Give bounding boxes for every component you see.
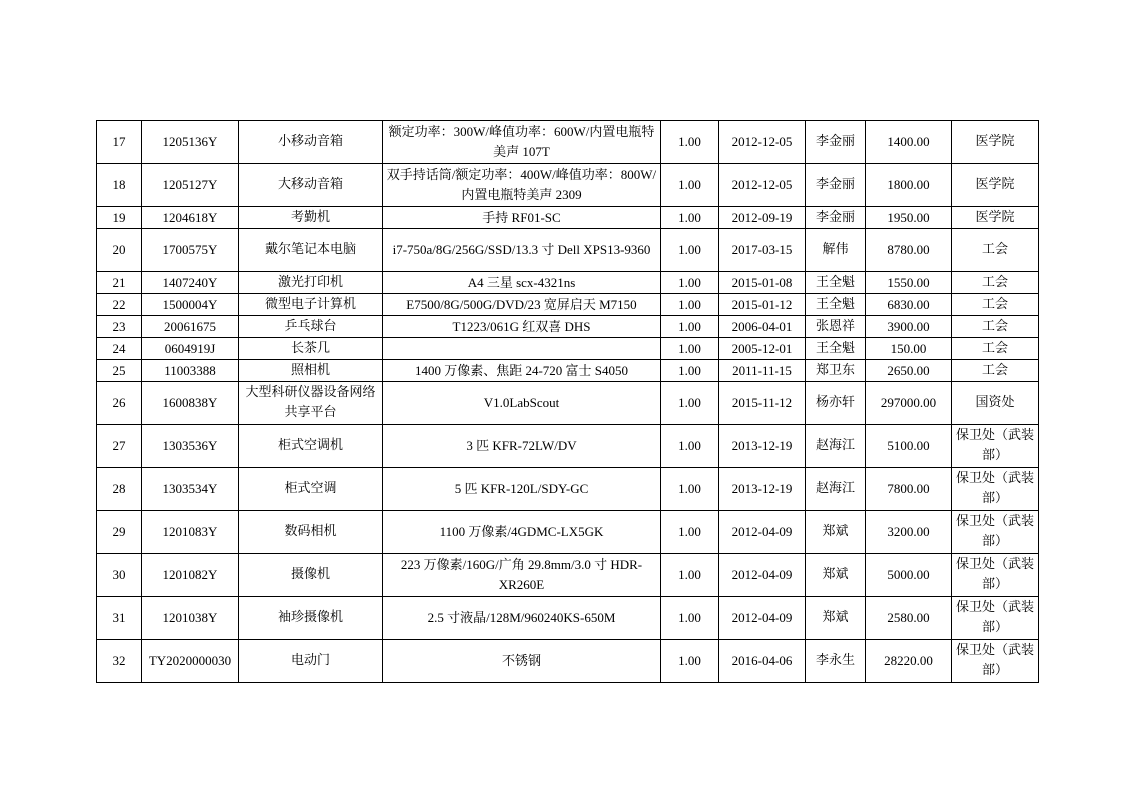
row-number-cell: 17 [97,121,142,164]
asset-spec-cell: 223 万像素/160G/广角 29.8mm/3.0 寸 HDR-XR260E [383,554,661,597]
purchase-date-cell: 2015-01-12 [719,294,806,316]
asset-spec-cell [383,338,661,360]
asset-spec-cell: E7500/8G/500G/DVD/23 宽屏启天 M7150 [383,294,661,316]
department-cell: 工会 [952,360,1039,382]
purchase-date-cell: 2012-09-19 [719,207,806,229]
asset-name-cell: 长茶几 [239,338,383,360]
department-cell: 保卫处（武装部） [952,511,1039,554]
row-number-cell: 30 [97,554,142,597]
custodian-cell: 郑斌 [806,554,866,597]
table-row [97,164,1039,207]
row-number-cell: 29 [97,511,142,554]
row-number-cell: 28 [97,468,142,511]
asset-code-cell: 1201083Y [142,511,239,554]
asset-spec-cell: 双手持话筒/额定功率：400W/峰值功率：800W/内置电瓶特美声 2309 [383,164,661,207]
row-number-cell: 19 [97,207,142,229]
asset-code-cell: 1700575Y [142,229,239,272]
table-row [97,511,1039,554]
custodian-cell: 解伟 [806,229,866,272]
department-cell: 医学院 [952,121,1039,164]
asset-price-cell: 7800.00 [866,468,952,511]
table-row [97,554,1039,597]
asset-spec-cell: i7-750a/8G/256G/SSD/13.3 寸 Dell XPS13-9360 [383,229,661,272]
table-row [97,207,1039,229]
table-row [97,316,1039,338]
asset-name-cell: 戴尔笔记本电脑 [239,229,383,272]
department-cell: 工会 [952,229,1039,272]
row-number-cell: 24 [97,338,142,360]
asset-spec-cell: 2.5 寸液晶/128M/960240KS-650M [383,597,661,640]
asset-quantity-cell: 1.00 [661,511,719,554]
asset-code-cell: 11003388 [142,360,239,382]
row-number-cell: 31 [97,597,142,640]
purchase-date-cell: 2017-03-15 [719,229,806,272]
department-cell: 保卫处（武装部） [952,425,1039,468]
asset-quantity-cell: 1.00 [661,338,719,360]
asset-name-cell: 摄像机 [239,554,383,597]
custodian-cell: 杨亦轩 [806,382,866,425]
custodian-cell: 郑斌 [806,511,866,554]
custodian-cell: 李金丽 [806,164,866,207]
table-row [97,338,1039,360]
asset-code-cell: TY2020000030 [142,640,239,683]
row-number-cell: 26 [97,382,142,425]
asset-spec-cell: T1223/061G 红双喜 DHS [383,316,661,338]
row-number-cell: 20 [97,229,142,272]
custodian-cell: 赵海江 [806,425,866,468]
asset-code-cell: 1201038Y [142,597,239,640]
asset-price-cell: 2650.00 [866,360,952,382]
asset-code-cell: 1205127Y [142,164,239,207]
asset-name-cell: 乒乓球台 [239,316,383,338]
asset-code-cell: 1205136Y [142,121,239,164]
custodian-cell: 王全魁 [806,294,866,316]
asset-price-cell: 2580.00 [866,597,952,640]
asset-quantity-cell: 1.00 [661,425,719,468]
asset-price-cell: 150.00 [866,338,952,360]
asset-quantity-cell: 1.00 [661,294,719,316]
row-number-cell: 32 [97,640,142,683]
purchase-date-cell: 2013-12-19 [719,425,806,468]
custodian-cell: 李金丽 [806,207,866,229]
purchase-date-cell: 2015-01-08 [719,272,806,294]
asset-spec-cell: 3 匹 KFR-72LW/DV [383,425,661,468]
department-cell: 医学院 [952,164,1039,207]
asset-quantity-cell: 1.00 [661,468,719,511]
asset-spec-cell: 1100 万像素/4GDMC-LX5GK [383,511,661,554]
purchase-date-cell: 2012-04-09 [719,597,806,640]
department-cell: 工会 [952,272,1039,294]
row-number-cell: 21 [97,272,142,294]
asset-price-cell: 3900.00 [866,316,952,338]
department-cell: 工会 [952,338,1039,360]
purchase-date-cell: 2012-12-05 [719,121,806,164]
row-number-cell: 25 [97,360,142,382]
purchase-date-cell: 2011-11-15 [719,360,806,382]
purchase-date-cell: 2006-04-01 [719,316,806,338]
asset-name-cell: 微型电子计算机 [239,294,383,316]
custodian-cell: 李永生 [806,640,866,683]
row-number-cell: 23 [97,316,142,338]
asset-spec-cell: 手持 RF01-SC [383,207,661,229]
asset-name-cell: 考勤机 [239,207,383,229]
asset-code-cell: 1204618Y [142,207,239,229]
row-number-cell: 18 [97,164,142,207]
purchase-date-cell: 2012-04-09 [719,511,806,554]
asset-code-cell: 0604919J [142,338,239,360]
asset-name-cell: 电动门 [239,640,383,683]
asset-spec-cell: 5 匹 KFR-120L/SDY-GC [383,468,661,511]
asset-price-cell: 1550.00 [866,272,952,294]
department-cell: 工会 [952,316,1039,338]
asset-price-cell: 6830.00 [866,294,952,316]
asset-name-cell: 照相机 [239,360,383,382]
asset-quantity-cell: 1.00 [661,272,719,294]
table-row [97,294,1039,316]
row-number-cell: 27 [97,425,142,468]
asset-quantity-cell: 1.00 [661,597,719,640]
asset-quantity-cell: 1.00 [661,640,719,683]
purchase-date-cell: 2012-04-09 [719,554,806,597]
asset-quantity-cell: 1.00 [661,360,719,382]
table-row [97,272,1039,294]
asset-name-cell: 大型科研仪器设备网络共享平台 [239,382,383,425]
asset-name-cell: 大移动音箱 [239,164,383,207]
table-row [97,382,1039,425]
asset-spec-cell: 不锈钢 [383,640,661,683]
custodian-cell: 王全魁 [806,338,866,360]
purchase-date-cell: 2015-11-12 [719,382,806,425]
asset-price-cell: 5100.00 [866,425,952,468]
department-cell: 保卫处（武装部） [952,468,1039,511]
table-row [97,360,1039,382]
asset-quantity-cell: 1.00 [661,229,719,272]
asset-quantity-cell: 1.00 [661,316,719,338]
department-cell: 医学院 [952,207,1039,229]
asset-name-cell: 柜式空调 [239,468,383,511]
asset-code-cell: 1303534Y [142,468,239,511]
custodian-cell: 赵海江 [806,468,866,511]
asset-name-cell: 柜式空调机 [239,425,383,468]
asset-quantity-cell: 1.00 [661,207,719,229]
asset-price-cell: 3200.00 [866,511,952,554]
asset-name-cell: 袖珍摄像机 [239,597,383,640]
department-cell: 保卫处（武装部） [952,640,1039,683]
asset-name-cell: 激光打印机 [239,272,383,294]
purchase-date-cell: 2016-04-06 [719,640,806,683]
asset-price-cell: 5000.00 [866,554,952,597]
department-cell: 保卫处（武装部） [952,597,1039,640]
asset-quantity-cell: 1.00 [661,121,719,164]
purchase-date-cell: 2013-12-19 [719,468,806,511]
asset-price-cell: 1400.00 [866,121,952,164]
asset-price-cell: 297000.00 [866,382,952,425]
asset-quantity-cell: 1.00 [661,382,719,425]
asset-spec-cell: 额定功率：300W/峰值功率：600W/内置电瓶特美声 107T [383,121,661,164]
asset-spec-cell: 1400 万像素、焦距 24-720 富士 S4050 [383,360,661,382]
table-row [97,229,1039,272]
table-row [97,640,1039,683]
custodian-cell: 李金丽 [806,121,866,164]
custodian-cell: 郑斌 [806,597,866,640]
asset-code-cell: 1407240Y [142,272,239,294]
asset-quantity-cell: 1.00 [661,554,719,597]
asset-price-cell: 1950.00 [866,207,952,229]
custodian-cell: 王全魁 [806,272,866,294]
asset-table [96,120,1039,683]
asset-price-cell: 1800.00 [866,164,952,207]
asset-name-cell: 小移动音箱 [239,121,383,164]
asset-code-cell: 1303536Y [142,425,239,468]
table-row [97,468,1039,511]
asset-code-cell: 20061675 [142,316,239,338]
asset-name-cell: 数码相机 [239,511,383,554]
purchase-date-cell: 2012-12-05 [719,164,806,207]
asset-quantity-cell: 1.00 [661,164,719,207]
custodian-cell: 郑卫东 [806,360,866,382]
table-row [97,425,1039,468]
asset-code-cell: 1600838Y [142,382,239,425]
department-cell: 工会 [952,294,1039,316]
asset-price-cell: 8780.00 [866,229,952,272]
table-row [97,597,1039,640]
table-row [97,121,1039,164]
department-cell: 国资处 [952,382,1039,425]
department-cell: 保卫处（武装部） [952,554,1039,597]
asset-spec-cell: A4 三星 scx-4321ns [383,272,661,294]
asset-code-cell: 1201082Y [142,554,239,597]
asset-spec-cell: V1.0LabScout [383,382,661,425]
asset-price-cell: 28220.00 [866,640,952,683]
asset-table-body [97,121,1039,683]
purchase-date-cell: 2005-12-01 [719,338,806,360]
asset-code-cell: 1500004Y [142,294,239,316]
custodian-cell: 张恩祥 [806,316,866,338]
row-number-cell: 22 [97,294,142,316]
